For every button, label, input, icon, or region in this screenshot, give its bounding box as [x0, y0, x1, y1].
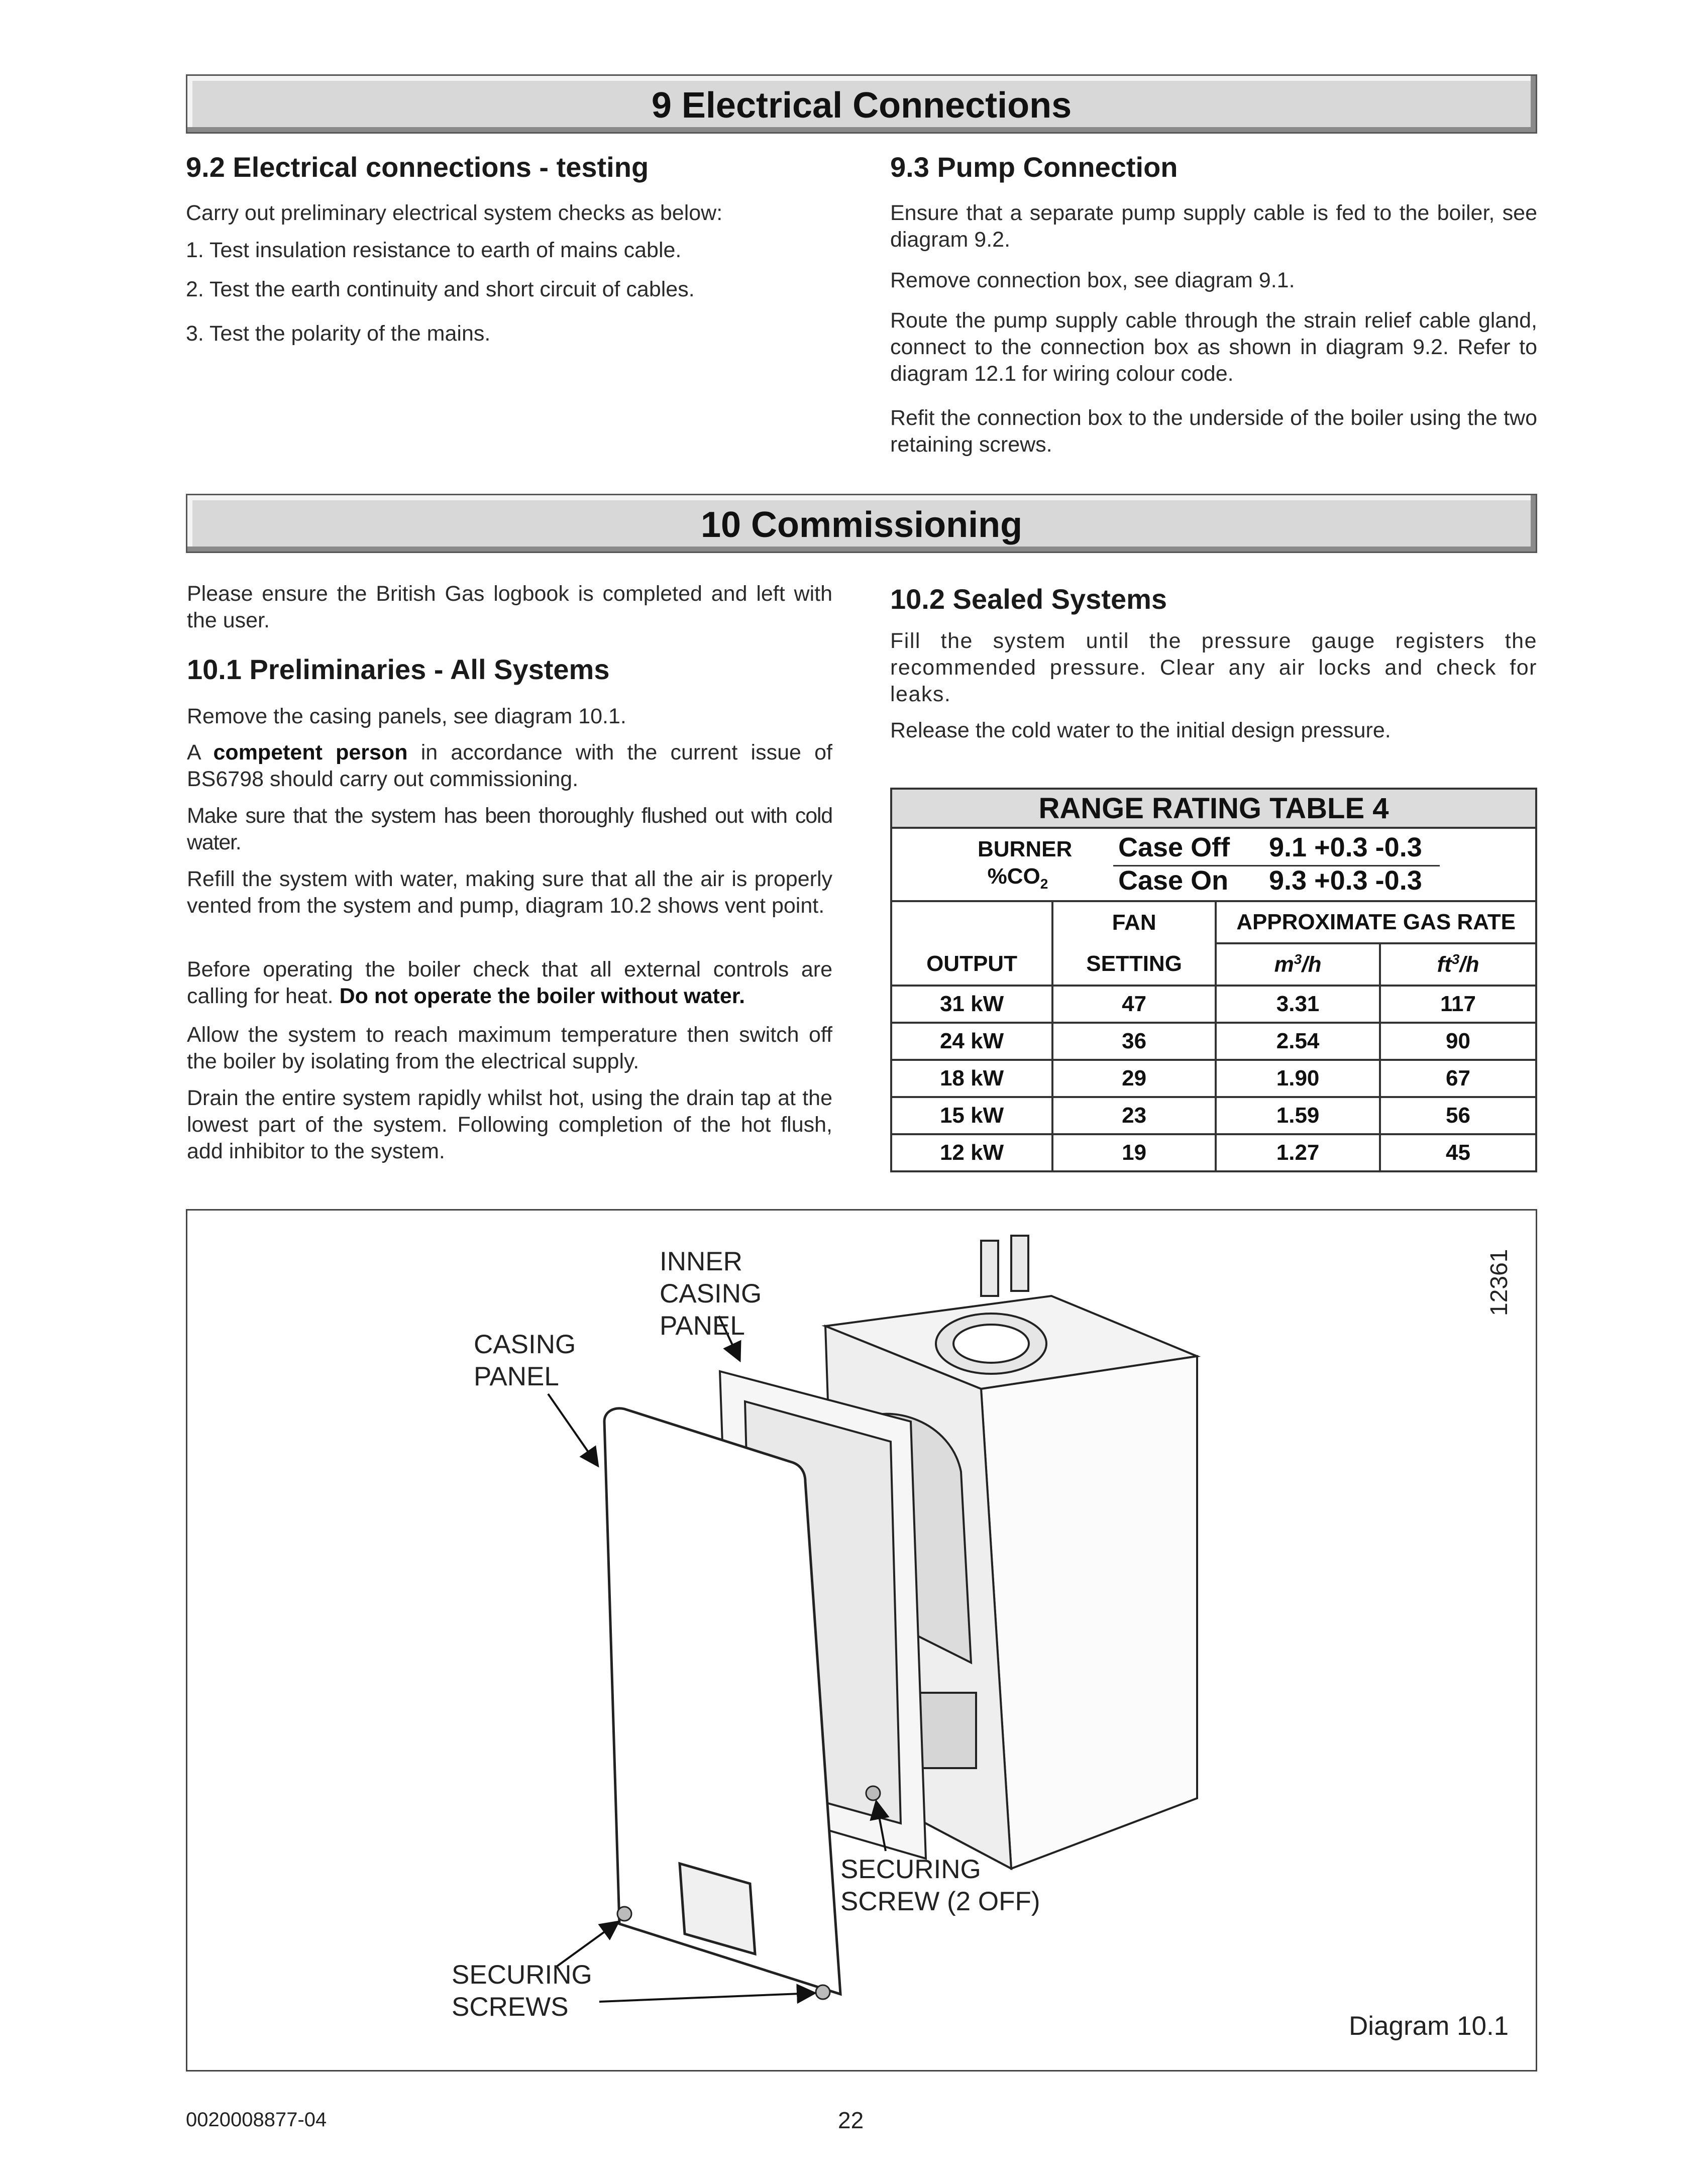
cell-output: 18 kW: [891, 1060, 1052, 1097]
cell-m3: 3.31: [1216, 986, 1380, 1023]
cell-fan: 19: [1052, 1134, 1216, 1171]
table-row: [891, 986, 1536, 1023]
heading-9-2: 9.2 Electrical connections - testing: [186, 151, 649, 183]
boiler-illustration: [187, 1211, 1536, 2070]
cell-m3: 2.54: [1216, 1023, 1380, 1060]
list-item: 1. Test insulation resistance to earth of mains cable.: [186, 238, 682, 262]
cell-m3: 1.59: [1216, 1097, 1380, 1134]
cell-ft3: 90: [1380, 1023, 1536, 1060]
cell-output: 15 kW: [891, 1097, 1052, 1134]
heading-10-2: 10.2 Sealed Systems: [890, 583, 1167, 615]
cell-m3: 1.90: [1216, 1060, 1380, 1097]
col-gas-header: APPROXIMATE GAS RATE: [1216, 901, 1536, 943]
col-fan-header: FAN: [1052, 901, 1216, 943]
table-title: RANGE RATING TABLE 4: [891, 789, 1536, 828]
para-10-1-7: Drain the entire system rapidly whilst hot, using the drain tap at the lowest part of the system. Following completion of the hot flush, add inhibitor to the system.: [187, 1086, 832, 1163]
case-on-label: Case On: [1118, 865, 1229, 896]
para-10-1-5: Before operating the boiler check that all external controls are calling for heat. Do not operate the boiler without water.: [187, 957, 832, 1008]
para-9-3-2: Remove connection box, see diagram 9.1.: [890, 268, 1295, 292]
heading-10-1: 10.1 Preliminaries - All Systems: [187, 653, 610, 685]
col-fan-setting-header: SETTING: [1052, 943, 1216, 986]
cell-fan: 47: [1052, 986, 1216, 1023]
table-row: [891, 1023, 1536, 1060]
section-9-title: 9 Electrical Connections: [651, 85, 1072, 126]
cell-fan: 36: [1052, 1023, 1216, 1060]
col-output-spacer: [891, 901, 1052, 943]
table-row: [891, 1134, 1536, 1171]
section-9-banner: [186, 74, 1537, 134]
para-9-2-intro: Carry out preliminary electrical system checks as below:: [186, 201, 723, 225]
arrow-casing-panel: [548, 1394, 597, 1464]
range-rating-table: [890, 788, 1537, 1172]
para-9-3-3: Route the pump supply cable through the strain relief cable gland, connect to the connection box as shown in diagram 9.2. Refer to diagram 12.1 for wiring colour code.: [890, 308, 1537, 386]
case-off-value: 9.1 +0.3 -0.3: [1269, 832, 1422, 862]
para-10-2-2: Release the cold water to the initial design pressure.: [890, 718, 1391, 742]
casing-panel: [604, 1408, 840, 1994]
para-9-3-4: Refit the connection box to the underside of the boiler using the two retaining screws.: [890, 406, 1537, 457]
cell-m3: 1.27: [1216, 1134, 1380, 1171]
table-row: [891, 1097, 1536, 1134]
case-off-label: Case Off: [1118, 832, 1230, 862]
cell-fan: 29: [1052, 1060, 1216, 1097]
list-item: 3. Test the polarity of the mains.: [186, 321, 491, 346]
section-10-title: 10 Commissioning: [700, 505, 1023, 545]
co2-label: $\%CO_2$: [987, 864, 1048, 892]
case-on-value: 9.3 +0.3 -0.3: [1269, 865, 1422, 896]
unit-m3-header: $m^3/h$: [1216, 943, 1380, 986]
burner-label: BURNER: [978, 837, 1073, 861]
cell-ft3: 117: [1380, 986, 1536, 1023]
para-10-1-4: Refill the system with water, making sure that all the air is properly vented from the system and pump, diagram 10.2 shows vent point.: [187, 867, 832, 918]
competent-person-bold: competent person: [213, 740, 408, 765]
label-inner-casing-panel: INNER CASING PANEL: [660, 1247, 762, 1341]
para-10-2-1: Fill the system until the pressure gauge registers the recommended pressure. Clear any air locks and check for leaks.: [890, 629, 1537, 706]
burner-co2-cell: [891, 828, 1536, 901]
para-10-intro: Please ensure the British Gas logbook is completed and left with the user.: [187, 582, 832, 632]
diagram-caption: Diagram 10.1: [1349, 2011, 1509, 2041]
diagram-ref-number: 12361: [1486, 1249, 1513, 1316]
label-securing-screw-2-off: SECURING SCREW (2 OFF): [840, 1855, 1040, 1916]
doc-number: 0020008877-04: [186, 2109, 327, 2131]
arrow-securing-screws-2: [599, 1993, 813, 2002]
para-10-1-1: Remove the casing panels, see diagram 10.1.: [187, 704, 626, 728]
diagram-10-1: [186, 1209, 1537, 2072]
section-10-banner: [186, 494, 1537, 553]
para-10-1-2: A competent person in accordance with the current issue of BS6798 should carry out commissioning.: [187, 740, 832, 791]
label-securing-screws: SECURING SCREWS: [452, 1960, 592, 2022]
table-row: [891, 1060, 1536, 1097]
col-output-header: OUTPUT: [891, 943, 1052, 986]
cell-ft3: 56: [1380, 1097, 1536, 1134]
cell-ft3: 45: [1380, 1134, 1536, 1171]
para-10-1-3: Make sure that the system has been thoroughly flushed out with cold water.: [187, 804, 832, 854]
warning-bold: Do not operate the boiler without water.: [339, 984, 745, 1008]
unit-ft3-header: $ft^3/h$: [1380, 943, 1536, 986]
para-9-3-1: Ensure that a separate pump supply cable is fed to the boiler, see diagram 9.2.: [890, 201, 1537, 252]
cell-ft3: 67: [1380, 1060, 1536, 1097]
list-item: 2. Test the earth continuity and short circuit of cables.: [186, 277, 695, 301]
cell-fan: 23: [1052, 1097, 1216, 1134]
para-10-1-6: Allow the system to reach maximum temperature then switch off the boiler by isolating from the electrical supply.: [187, 1023, 832, 1073]
label-casing-panel: CASING PANEL: [474, 1330, 576, 1391]
cell-output: 31 kW: [891, 986, 1052, 1023]
page-number: 22: [838, 2107, 864, 2133]
cell-output: 12 kW: [891, 1134, 1052, 1171]
heading-9-3: 9.3 Pump Connection: [890, 151, 1178, 183]
cell-output: 24 kW: [891, 1023, 1052, 1060]
